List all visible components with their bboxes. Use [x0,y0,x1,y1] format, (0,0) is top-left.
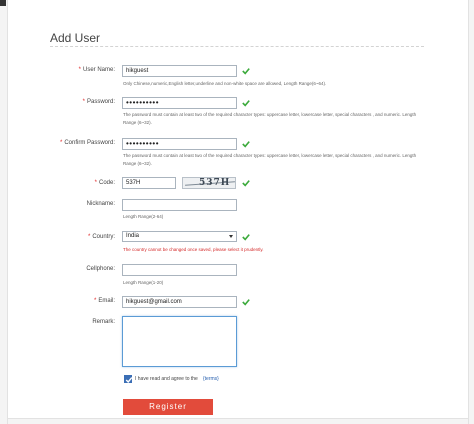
agree-text: I have read and agree to the [135,376,198,382]
check-icon [242,298,250,306]
captcha-text: 537H [199,178,231,188]
required-mark: * [59,140,63,146]
email-input[interactable]: hikguest@gmail.com [122,296,237,308]
title-divider [50,46,424,47]
country-select[interactable] [122,231,237,242]
country-label: * Country: [87,234,115,240]
required-mark: * [78,67,81,73]
window-bottom-edge [8,418,468,424]
required-mark: * [82,99,85,105]
check-icon [242,179,250,187]
user-name-hint: Only Chinese,numeric,English letter,underline and non-white space are allowed, Length Range(6~64). [123,81,327,86]
password-input[interactable]: •••••••••• [122,97,237,109]
confirm-password-hint: The password must contain at least two of the required character types: uppercase letter, lowercase letter, special characters , and numeric. Length Range (6~32). [123,153,417,166]
user-name-input[interactable]: hikguest [122,65,237,77]
page-title: Add User [50,31,101,45]
register-button[interactable]: Register [123,399,213,415]
confirm-password-input[interactable]: •••••••••• [122,138,237,150]
nickname-input[interactable] [122,199,237,211]
check-icon [242,67,250,75]
nickname-hint: Length Range(2-64) [123,214,164,219]
captcha-image[interactable] [182,177,236,189]
checkbox-check-icon [125,376,133,384]
window-scrollbar[interactable] [468,0,474,424]
cellphone-input[interactable] [122,264,237,276]
remark-textarea[interactable] [122,316,237,367]
cellphone-hint: Length Range(1-20) [123,280,164,285]
agree-checkbox[interactable] [124,375,132,383]
required-mark: * [94,180,97,186]
confirm-password-label: * Confirm Password: [59,140,115,146]
nickname-label: Nickname: [86,201,115,207]
password-hint: The password must contain at least two of the required character types: uppercase letter, lowercase letter, special characters , and numeric. Length Range (6~32). [123,112,417,125]
required-mark: * [93,298,97,304]
remark-label: Remark: [92,319,115,325]
check-icon [242,99,250,107]
user-name-label: * User Name: [78,67,115,73]
email-label: * Email: [93,298,115,304]
country-warning: The country cannot be changed once saved, please select it prudently. [123,247,264,252]
code-input[interactable]: 537H [122,177,176,189]
window-left-edge [0,0,8,424]
check-icon [242,233,250,241]
password-label: * Password: [82,99,115,105]
code-label: * Code: [94,180,115,186]
chevron-down-icon [229,235,233,238]
cellphone-label: Cellphone: [86,266,115,272]
required-mark: * [87,234,91,240]
window-corner-mark [0,0,6,6]
check-icon [242,140,250,148]
terms-link[interactable]: {terms} [203,376,219,382]
country-selected-value: India [126,233,140,239]
